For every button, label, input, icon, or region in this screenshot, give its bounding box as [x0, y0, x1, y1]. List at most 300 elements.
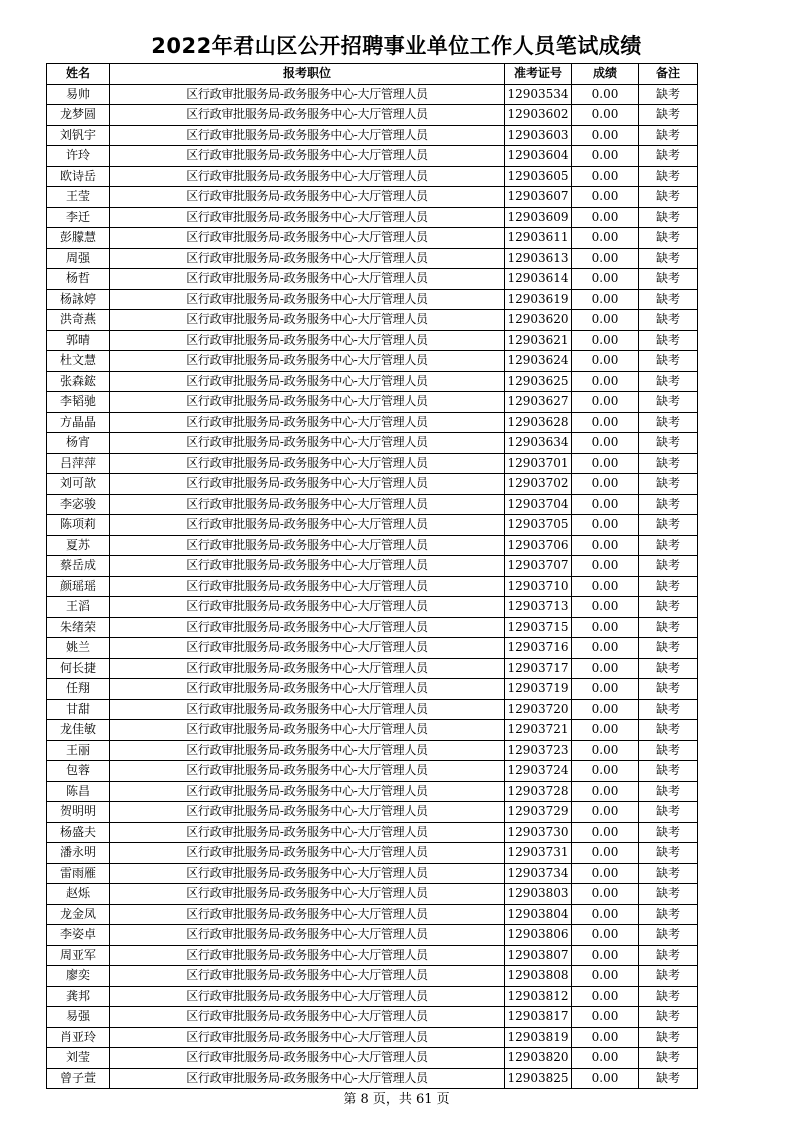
cell-name: 龙佳敏: [47, 720, 110, 741]
cell-name: 廖奕: [47, 966, 110, 987]
page-number: 第 8 页，共 61 页: [343, 1092, 450, 1107]
cell-exam-id: 12903613: [505, 248, 572, 269]
cell-remark: 缺考: [639, 371, 698, 392]
cell-name: 刘钒宇: [47, 125, 110, 146]
table-row: [47, 699, 698, 720]
table-row: [47, 986, 698, 1007]
cell-name: 雷雨雁: [47, 863, 110, 884]
cell-score: 0.00: [572, 433, 639, 454]
cell-position: 区行政审批服务局-政务服务中心-大厅管理人员: [110, 228, 505, 249]
cell-name: 龚邦: [47, 986, 110, 1007]
cell-exam-id: 12903607: [505, 187, 572, 208]
cell-remark: 缺考: [639, 228, 698, 249]
cell-score: 0.00: [572, 330, 639, 351]
cell-remark: 缺考: [639, 310, 698, 331]
cell-remark: 缺考: [639, 720, 698, 741]
cell-remark: 缺考: [639, 617, 698, 638]
cell-exam-id: 12903719: [505, 679, 572, 700]
cell-position: 区行政审批服务局-政务服务中心-大厅管理人员: [110, 925, 505, 946]
cell-score: 0.00: [572, 986, 639, 1007]
cell-score: 0.00: [572, 966, 639, 987]
cell-name: 方晶晶: [47, 412, 110, 433]
table-row: [47, 515, 698, 536]
cell-score: 0.00: [572, 515, 639, 536]
cell-score: 0.00: [572, 843, 639, 864]
cell-exam-id: 12903730: [505, 822, 572, 843]
cell-name: 包蓉: [47, 761, 110, 782]
cell-remark: 缺考: [639, 535, 698, 556]
cell-name: 何长捷: [47, 658, 110, 679]
cell-remark: 缺考: [639, 1007, 698, 1028]
cell-remark: 缺考: [639, 822, 698, 843]
cell-remark: 缺考: [639, 576, 698, 597]
cell-remark: 缺考: [639, 474, 698, 495]
cell-exam-id: 12903628: [505, 412, 572, 433]
cell-position: 区行政审批服务局-政务服务中心-大厅管理人员: [110, 351, 505, 372]
cell-score: 0.00: [572, 105, 639, 126]
cell-score: 0.00: [572, 351, 639, 372]
cell-exam-id: 12903611: [505, 228, 572, 249]
cell-exam-id: 12903729: [505, 802, 572, 823]
cell-score: 0.00: [572, 535, 639, 556]
cell-position: 区行政审批服务局-政务服务中心-大厅管理人员: [110, 1027, 505, 1048]
cell-position: 区行政审批服务局-政务服务中心-大厅管理人员: [110, 187, 505, 208]
cell-exam-id: 12903625: [505, 371, 572, 392]
table-row: [47, 433, 698, 454]
cell-score: 0.00: [572, 146, 639, 167]
table-row: [47, 966, 698, 987]
cell-position: 区行政审批服务局-政务服务中心-大厅管理人员: [110, 535, 505, 556]
cell-name: 王滔: [47, 597, 110, 618]
cell-remark: 缺考: [639, 884, 698, 905]
cell-exam-id: 12903710: [505, 576, 572, 597]
table-row: [47, 802, 698, 823]
table-row: [47, 474, 698, 495]
cell-score: 0.00: [572, 576, 639, 597]
cell-score: 0.00: [572, 1007, 639, 1028]
cell-exam-id: 12903720: [505, 699, 572, 720]
cell-position: 区行政审批服务局-政务服务中心-大厅管理人员: [110, 863, 505, 884]
table-row: [47, 330, 698, 351]
cell-name: 陈昌: [47, 781, 110, 802]
cell-exam-id: 12903724: [505, 761, 572, 782]
cell-score: 0.00: [572, 740, 639, 761]
cell-name: 周亚军: [47, 945, 110, 966]
cell-score: 0.00: [572, 84, 639, 105]
cell-remark: 缺考: [639, 248, 698, 269]
cell-remark: 缺考: [639, 1048, 698, 1069]
table-row: [47, 248, 698, 269]
cell-remark: 缺考: [639, 781, 698, 802]
cell-name: 易帅: [47, 84, 110, 105]
cell-name: 许玲: [47, 146, 110, 167]
cell-score: 0.00: [572, 597, 639, 618]
cell-name: 李韬驰: [47, 392, 110, 413]
cell-exam-id: 12903723: [505, 740, 572, 761]
table-row: [47, 740, 698, 761]
table-row: [47, 843, 698, 864]
cell-exam-id: 12903604: [505, 146, 572, 167]
cell-name: 杨盛夫: [47, 822, 110, 843]
cell-score: 0.00: [572, 822, 639, 843]
cell-position: 区行政审批服务局-政务服务中心-大厅管理人员: [110, 125, 505, 146]
table-row: [47, 207, 698, 228]
table-row: [47, 371, 698, 392]
cell-score: 0.00: [572, 699, 639, 720]
column-header-score: 成绩: [572, 64, 639, 85]
page-title: 2022年君山区公开招聘事业单位工作人员笔试成绩: [151, 34, 642, 58]
table-row: [47, 289, 698, 310]
table-row: [47, 904, 698, 925]
cell-remark: 缺考: [639, 740, 698, 761]
cell-remark: 缺考: [639, 453, 698, 474]
cell-name: 王莹: [47, 187, 110, 208]
cell-score: 0.00: [572, 945, 639, 966]
cell-name: 王丽: [47, 740, 110, 761]
cell-remark: 缺考: [639, 166, 698, 187]
cell-name: 洪奇燕: [47, 310, 110, 331]
cell-position: 区行政审批服务局-政务服务中心-大厅管理人员: [110, 146, 505, 167]
cell-position: 区行政审批服务局-政务服务中心-大厅管理人员: [110, 248, 505, 269]
cell-position: 区行政审批服务局-政务服务中心-大厅管理人员: [110, 1068, 505, 1089]
cell-exam-id: 12903634: [505, 433, 572, 454]
cell-remark: 缺考: [639, 843, 698, 864]
cell-position: 区行政审批服务局-政务服务中心-大厅管理人员: [110, 310, 505, 331]
cell-remark: 缺考: [639, 802, 698, 823]
cell-remark: 缺考: [639, 925, 698, 946]
cell-position: 区行政审批服务局-政务服务中心-大厅管理人员: [110, 781, 505, 802]
scores-table: [46, 63, 698, 1089]
cell-remark: 缺考: [639, 412, 698, 433]
cell-exam-id: 12903717: [505, 658, 572, 679]
cell-remark: 缺考: [639, 699, 698, 720]
cell-exam-id: 12903704: [505, 494, 572, 515]
cell-score: 0.00: [572, 925, 639, 946]
cell-position: 区行政审批服务局-政务服务中心-大厅管理人员: [110, 412, 505, 433]
cell-position: 区行政审批服务局-政务服务中心-大厅管理人员: [110, 289, 505, 310]
cell-remark: 缺考: [639, 986, 698, 1007]
cell-exam-id: 12903620: [505, 310, 572, 331]
table-row: [47, 822, 698, 843]
cell-position: 区行政审批服务局-政务服务中心-大厅管理人员: [110, 105, 505, 126]
cell-score: 0.00: [572, 453, 639, 474]
cell-position: 区行政审批服务局-政务服务中心-大厅管理人员: [110, 453, 505, 474]
cell-remark: 缺考: [639, 289, 698, 310]
cell-position: 区行政审批服务局-政务服务中心-大厅管理人员: [110, 986, 505, 1007]
cell-score: 0.00: [572, 269, 639, 290]
cell-score: 0.00: [572, 781, 639, 802]
cell-name: 欧诗岳: [47, 166, 110, 187]
cell-position: 区行政审批服务局-政务服务中心-大厅管理人员: [110, 699, 505, 720]
cell-remark: 缺考: [639, 761, 698, 782]
cell-remark: 缺考: [639, 392, 698, 413]
cell-score: 0.00: [572, 412, 639, 433]
cell-name: 杨詠婷: [47, 289, 110, 310]
cell-name: 杨宵: [47, 433, 110, 454]
cell-exam-id: 12903706: [505, 535, 572, 556]
table-row: [47, 1007, 698, 1028]
table-row: [47, 1027, 698, 1048]
cell-score: 0.00: [572, 761, 639, 782]
table-row: [47, 105, 698, 126]
cell-remark: 缺考: [639, 966, 698, 987]
cell-name: 易强: [47, 1007, 110, 1028]
cell-remark: 缺考: [639, 351, 698, 372]
cell-score: 0.00: [572, 1048, 639, 1069]
cell-exam-id: 12903820: [505, 1048, 572, 1069]
cell-position: 区行政审批服务局-政务服务中心-大厅管理人员: [110, 638, 505, 659]
cell-name: 姚兰: [47, 638, 110, 659]
cell-exam-id: 12903713: [505, 597, 572, 618]
cell-position: 区行政审批服务局-政务服务中心-大厅管理人员: [110, 617, 505, 638]
cell-position: 区行政审批服务局-政务服务中心-大厅管理人员: [110, 433, 505, 454]
cell-name: 夏苏: [47, 535, 110, 556]
table-row: [47, 638, 698, 659]
cell-exam-id: 12903614: [505, 269, 572, 290]
cell-score: 0.00: [572, 494, 639, 515]
cell-exam-id: 12903707: [505, 556, 572, 577]
cell-position: 区行政审批服务局-政务服务中心-大厅管理人员: [110, 966, 505, 987]
cell-exam-id: 12903705: [505, 515, 572, 536]
cell-exam-id: 12903812: [505, 986, 572, 1007]
cell-name: 郭晴: [47, 330, 110, 351]
table-row: [47, 720, 698, 741]
table-row: [47, 453, 698, 474]
cell-remark: 缺考: [639, 515, 698, 536]
cell-exam-id: 12903808: [505, 966, 572, 987]
cell-position: 区行政审批服务局-政务服务中心-大厅管理人员: [110, 720, 505, 741]
column-header-name: 姓名: [47, 64, 110, 85]
cell-name: 彭朦慧: [47, 228, 110, 249]
cell-score: 0.00: [572, 863, 639, 884]
cell-name: 龙梦圆: [47, 105, 110, 126]
cell-score: 0.00: [572, 248, 639, 269]
cell-exam-id: 12903619: [505, 289, 572, 310]
cell-score: 0.00: [572, 638, 639, 659]
cell-position: 区行政审批服务局-政务服务中心-大厅管理人员: [110, 330, 505, 351]
cell-position: 区行政审批服务局-政务服务中心-大厅管理人员: [110, 371, 505, 392]
cell-name: 任翔: [47, 679, 110, 700]
cell-score: 0.00: [572, 617, 639, 638]
cell-position: 区行政审批服务局-政务服务中心-大厅管理人员: [110, 884, 505, 905]
table-row: [47, 781, 698, 802]
cell-score: 0.00: [572, 228, 639, 249]
cell-score: 0.00: [572, 904, 639, 925]
cell-exam-id: 12903806: [505, 925, 572, 946]
cell-score: 0.00: [572, 125, 639, 146]
cell-name: 李宓骏: [47, 494, 110, 515]
cell-position: 区行政审批服务局-政务服务中心-大厅管理人员: [110, 494, 505, 515]
table-row: [47, 269, 698, 290]
table-row: [47, 1048, 698, 1069]
cell-exam-id: 12903716: [505, 638, 572, 659]
cell-exam-id: 12903701: [505, 453, 572, 474]
cell-position: 区行政审批服务局-政务服务中心-大厅管理人员: [110, 556, 505, 577]
table-row: [47, 310, 698, 331]
cell-name: 颜瑶瑶: [47, 576, 110, 597]
cell-remark: 缺考: [639, 638, 698, 659]
cell-remark: 缺考: [639, 556, 698, 577]
table-row: [47, 84, 698, 105]
cell-position: 区行政审批服务局-政务服务中心-大厅管理人员: [110, 1048, 505, 1069]
table-row: [47, 576, 698, 597]
cell-remark: 缺考: [639, 207, 698, 228]
table-row: [47, 658, 698, 679]
table-row: [47, 597, 698, 618]
table-row: [47, 617, 698, 638]
table-row: [47, 166, 698, 187]
cell-exam-id: 12903817: [505, 1007, 572, 1028]
cell-score: 0.00: [572, 1027, 639, 1048]
cell-position: 区行政审批服务局-政务服务中心-大厅管理人员: [110, 166, 505, 187]
cell-exam-id: 12903605: [505, 166, 572, 187]
cell-position: 区行政审批服务局-政务服务中心-大厅管理人员: [110, 802, 505, 823]
cell-exam-id: 12903728: [505, 781, 572, 802]
cell-name: 刘可歆: [47, 474, 110, 495]
cell-exam-id: 12903715: [505, 617, 572, 638]
cell-score: 0.00: [572, 679, 639, 700]
cell-score: 0.00: [572, 802, 639, 823]
table-row: [47, 761, 698, 782]
table-row: [47, 392, 698, 413]
cell-name: 陈项莉: [47, 515, 110, 536]
cell-score: 0.00: [572, 289, 639, 310]
cell-exam-id: 12903702: [505, 474, 572, 495]
cell-score: 0.00: [572, 1068, 639, 1089]
cell-exam-id: 12903721: [505, 720, 572, 741]
cell-position: 区行政审批服务局-政务服务中心-大厅管理人员: [110, 761, 505, 782]
cell-position: 区行政审批服务局-政务服务中心-大厅管理人员: [110, 822, 505, 843]
table-row: [47, 146, 698, 167]
cell-name: 朱绪荣: [47, 617, 110, 638]
cell-score: 0.00: [572, 392, 639, 413]
cell-score: 0.00: [572, 658, 639, 679]
cell-remark: 缺考: [639, 1027, 698, 1048]
cell-name: 肖亚玲: [47, 1027, 110, 1048]
table-body: [47, 84, 698, 1089]
cell-remark: 缺考: [639, 494, 698, 515]
column-header-exam-id: 准考证号: [505, 64, 572, 85]
cell-position: 区行政审批服务局-政务服务中心-大厅管理人员: [110, 207, 505, 228]
cell-position: 区行政审批服务局-政务服务中心-大厅管理人员: [110, 945, 505, 966]
cell-score: 0.00: [572, 884, 639, 905]
cell-position: 区行政审批服务局-政务服务中心-大厅管理人员: [110, 904, 505, 925]
cell-position: 区行政审批服务局-政务服务中心-大厅管理人员: [110, 392, 505, 413]
cell-exam-id: 12903621: [505, 330, 572, 351]
table-row: [47, 1068, 698, 1089]
table-row: [47, 863, 698, 884]
cell-remark: 缺考: [639, 105, 698, 126]
column-header-position: 报考职位: [110, 64, 505, 85]
table-row: [47, 412, 698, 433]
cell-remark: 缺考: [639, 269, 698, 290]
cell-position: 区行政审批服务局-政务服务中心-大厅管理人员: [110, 515, 505, 536]
cell-exam-id: 12903603: [505, 125, 572, 146]
cell-position: 区行政审批服务局-政务服务中心-大厅管理人员: [110, 679, 505, 700]
cell-position: 区行政审批服务局-政务服务中心-大厅管理人员: [110, 269, 505, 290]
cell-remark: 缺考: [639, 597, 698, 618]
cell-exam-id: 12903825: [505, 1068, 572, 1089]
cell-remark: 缺考: [639, 125, 698, 146]
cell-remark: 缺考: [639, 904, 698, 925]
table-row: [47, 494, 698, 515]
column-header-remark: 备注: [639, 64, 698, 85]
cell-position: 区行政审批服务局-政务服务中心-大厅管理人员: [110, 474, 505, 495]
table-row: [47, 187, 698, 208]
cell-exam-id: 12903807: [505, 945, 572, 966]
cell-remark: 缺考: [639, 330, 698, 351]
cell-score: 0.00: [572, 556, 639, 577]
cell-position: 区行政审批服务局-政务服务中心-大厅管理人员: [110, 597, 505, 618]
cell-position: 区行政审批服务局-政务服务中心-大厅管理人员: [110, 658, 505, 679]
cell-name: 张森鋐: [47, 371, 110, 392]
cell-position: 区行政审批服务局-政务服务中心-大厅管理人员: [110, 1007, 505, 1028]
table-row: [47, 679, 698, 700]
cell-remark: 缺考: [639, 146, 698, 167]
cell-name: 杜文慧: [47, 351, 110, 372]
cell-remark: 缺考: [639, 658, 698, 679]
table-row: [47, 925, 698, 946]
cell-score: 0.00: [572, 187, 639, 208]
cell-remark: 缺考: [639, 863, 698, 884]
cell-name: 蔡岳成: [47, 556, 110, 577]
table-row: [47, 535, 698, 556]
cell-name: 潘永明: [47, 843, 110, 864]
cell-remark: 缺考: [639, 187, 698, 208]
cell-exam-id: 12903819: [505, 1027, 572, 1048]
table-row: [47, 556, 698, 577]
table-row: [47, 351, 698, 372]
cell-position: 区行政审批服务局-政务服务中心-大厅管理人员: [110, 84, 505, 105]
cell-remark: 缺考: [639, 84, 698, 105]
cell-score: 0.00: [572, 720, 639, 741]
cell-remark: 缺考: [639, 1068, 698, 1089]
table-row: [47, 945, 698, 966]
cell-exam-id: 12903627: [505, 392, 572, 413]
cell-exam-id: 12903602: [505, 105, 572, 126]
cell-name: 吕萍萍: [47, 453, 110, 474]
cell-name: 李迁: [47, 207, 110, 228]
table-row: [47, 228, 698, 249]
cell-exam-id: 12903534: [505, 84, 572, 105]
table-header-row: [47, 64, 698, 85]
cell-score: 0.00: [572, 371, 639, 392]
cell-exam-id: 12903731: [505, 843, 572, 864]
cell-remark: 缺考: [639, 679, 698, 700]
table-row: [47, 125, 698, 146]
cell-name: 甘甜: [47, 699, 110, 720]
cell-remark: 缺考: [639, 433, 698, 454]
cell-exam-id: 12903804: [505, 904, 572, 925]
cell-name: 杨哲: [47, 269, 110, 290]
cell-score: 0.00: [572, 207, 639, 228]
cell-exam-id: 12903803: [505, 884, 572, 905]
cell-exam-id: 12903734: [505, 863, 572, 884]
cell-name: 刘莹: [47, 1048, 110, 1069]
table-row: [47, 884, 698, 905]
cell-remark: 缺考: [639, 945, 698, 966]
cell-position: 区行政审批服务局-政务服务中心-大厅管理人员: [110, 576, 505, 597]
cell-position: 区行政审批服务局-政务服务中心-大厅管理人员: [110, 843, 505, 864]
cell-name: 周强: [47, 248, 110, 269]
cell-name: 龙金凤: [47, 904, 110, 925]
cell-score: 0.00: [572, 474, 639, 495]
cell-name: 李姿卓: [47, 925, 110, 946]
cell-score: 0.00: [572, 166, 639, 187]
cell-exam-id: 12903609: [505, 207, 572, 228]
cell-name: 曾子萱: [47, 1068, 110, 1089]
cell-name: 贺明明: [47, 802, 110, 823]
